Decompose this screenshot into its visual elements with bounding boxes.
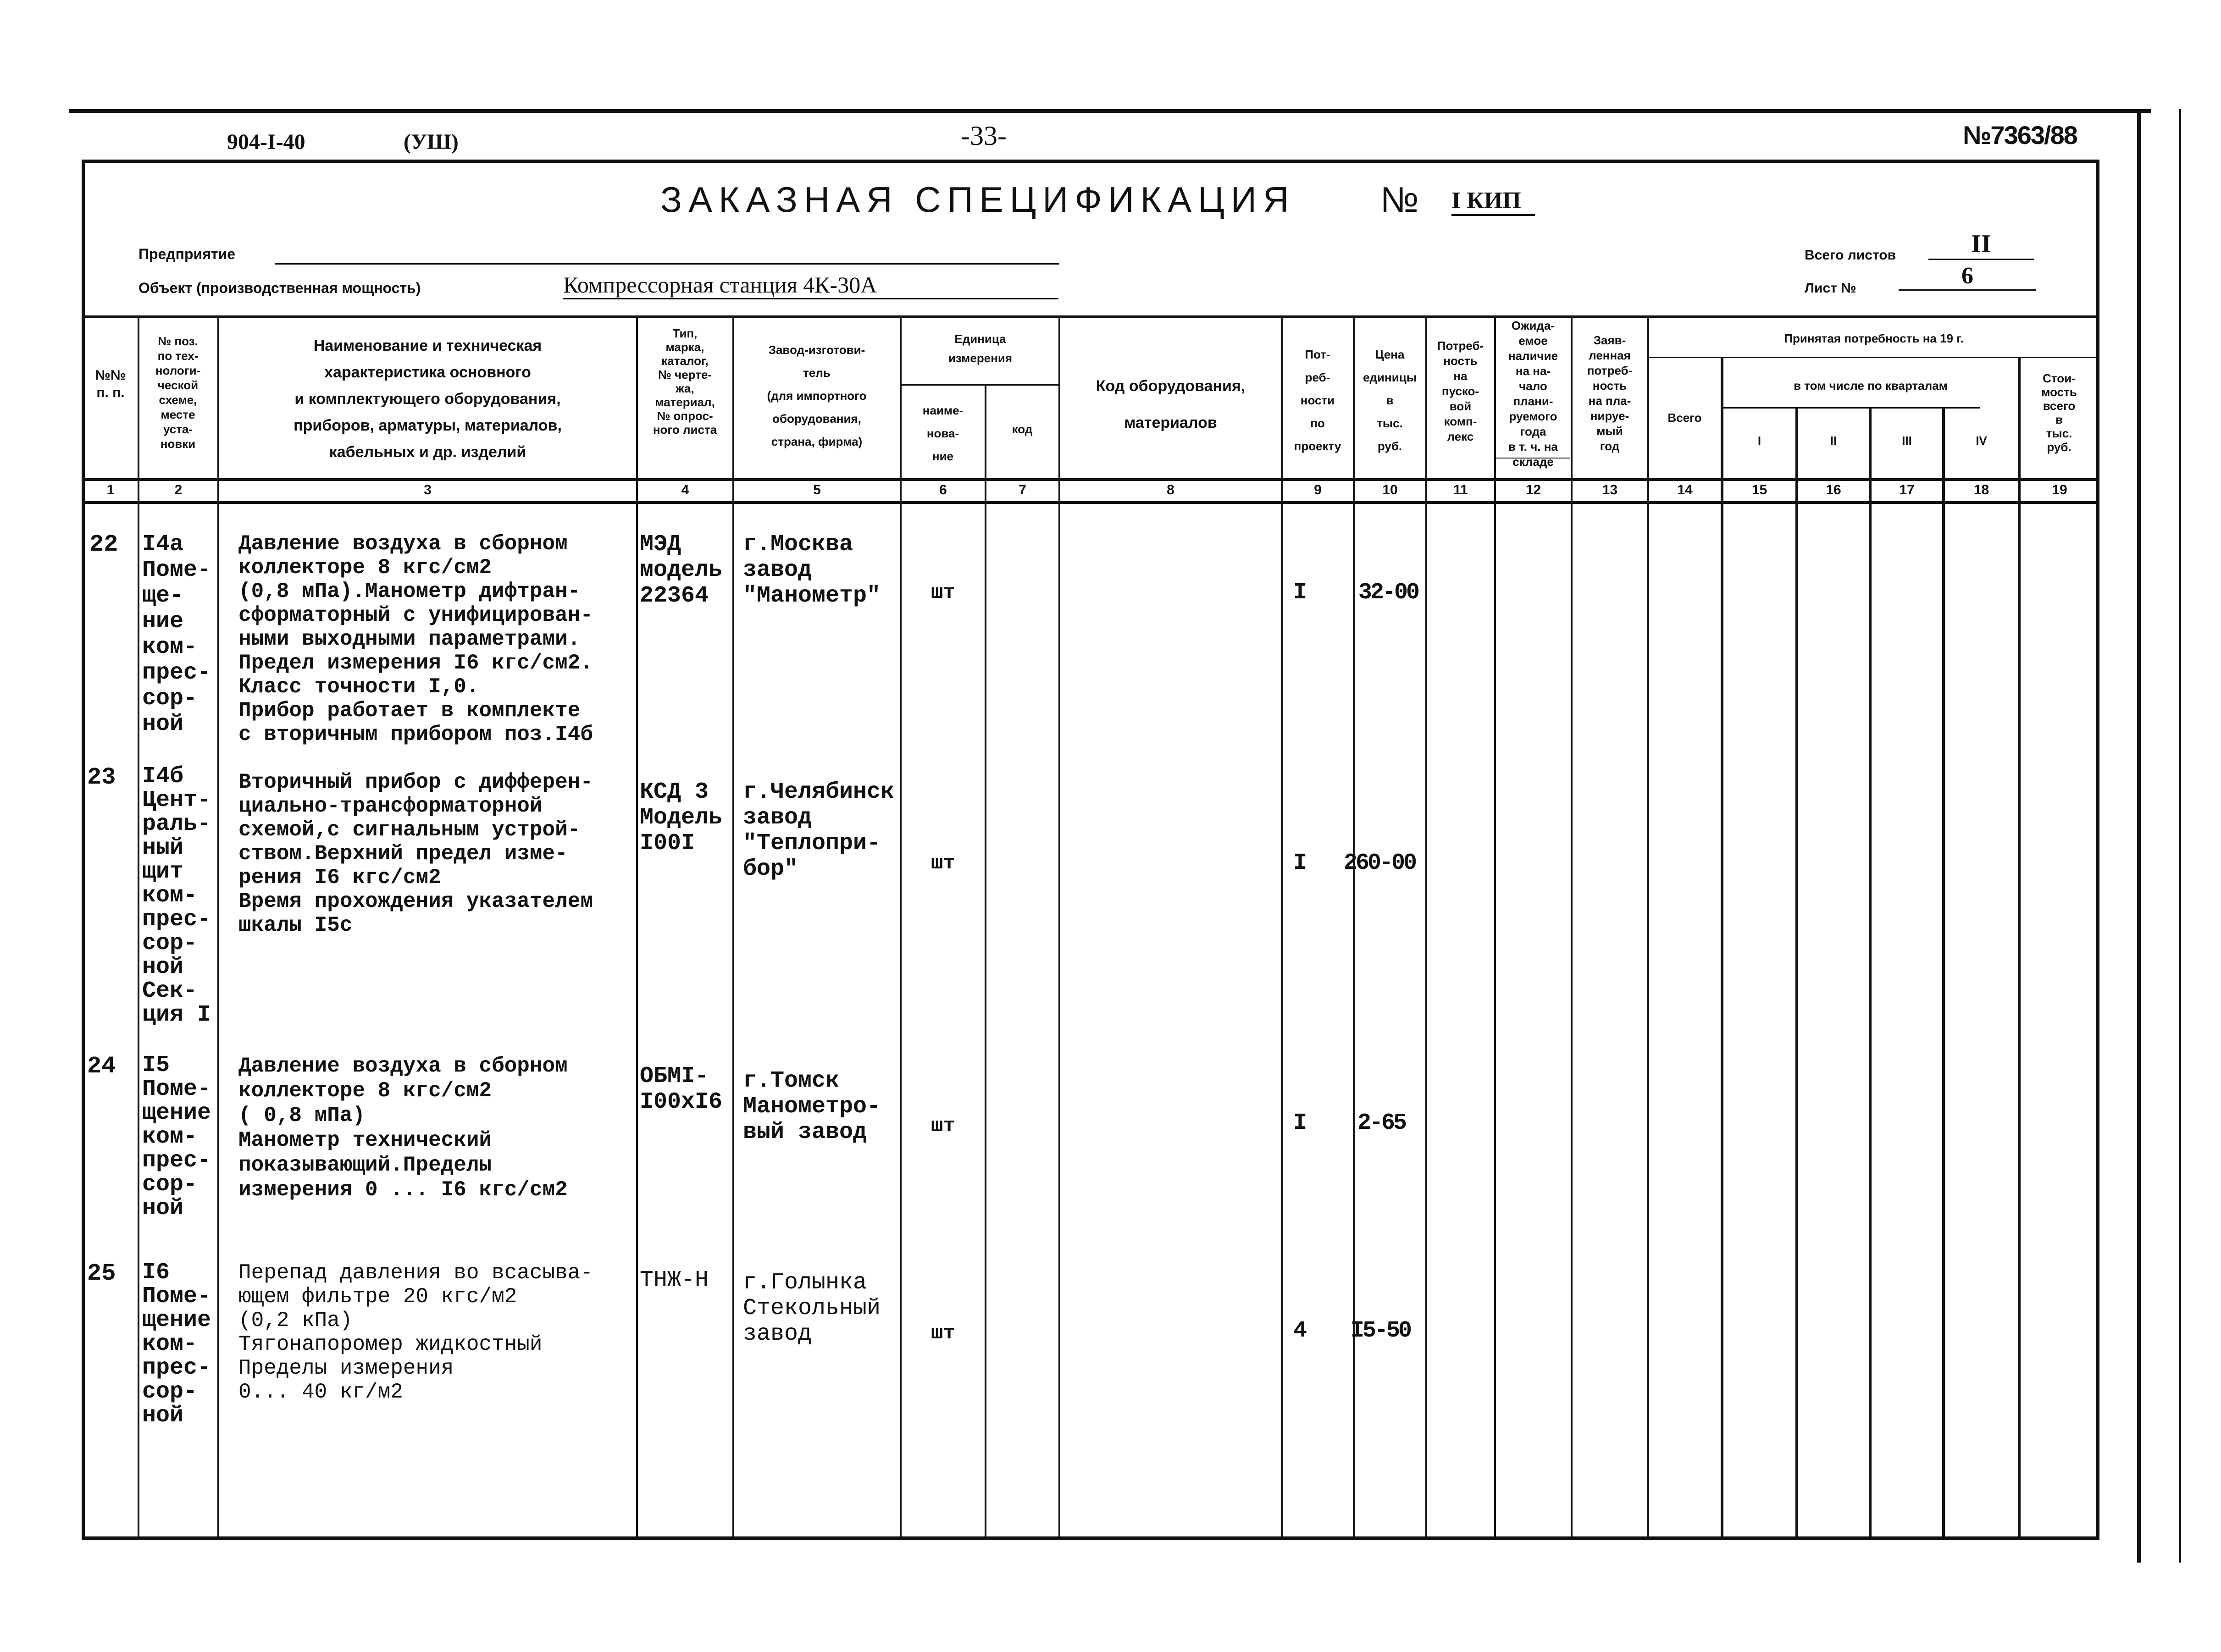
header-col-2: № поз. по тех- нологи- ческой схеме, месте уста- новки bbox=[155, 334, 201, 451]
col-number-7: 7 bbox=[1019, 482, 1026, 497]
col-line-16 bbox=[1869, 407, 1872, 1538]
object-value: Компрессорная станция 4К-30А bbox=[563, 271, 1058, 299]
header-col-12: Ожида- емое наличие на на- чало плани- руемого года в т. ч. на складе bbox=[1508, 319, 1558, 469]
col-line-8 bbox=[1281, 316, 1283, 1538]
col-number-2: 2 bbox=[174, 482, 183, 497]
spec-number: I КИП bbox=[1451, 187, 1535, 216]
row-23-unit: шт bbox=[931, 852, 955, 875]
col-number-3: 3 bbox=[424, 482, 432, 497]
col-line-10 bbox=[1425, 316, 1427, 1538]
col-line-17 bbox=[1942, 407, 1945, 1538]
row-25-qty: 4 bbox=[1293, 1318, 1307, 1344]
col-number-12: 12 bbox=[1525, 482, 1541, 497]
header-col-14-19: Принятая потребность на 19 г. bbox=[1784, 332, 1964, 345]
col-number-13: 13 bbox=[1602, 482, 1618, 497]
row-24-price: 2-65 bbox=[1357, 1110, 1406, 1136]
header-col-17: III bbox=[1902, 434, 1912, 448]
sheet-no-label: Лист № bbox=[1805, 281, 1856, 296]
sheets-total-label: Всего листов bbox=[1805, 248, 1896, 263]
header-col-18: IV bbox=[1976, 434, 1987, 448]
header-col-4: Тип, марка, каталог, № черте- жа, материал, № опрос- ного листа bbox=[653, 326, 717, 436]
spec-number-label: № bbox=[1380, 179, 1419, 220]
col-line-4 bbox=[732, 316, 734, 1538]
header-col-6-7: Единица измерения bbox=[948, 332, 1013, 365]
col-number-8: 8 bbox=[1167, 482, 1174, 497]
row-25-position: I6 Поме- щение ком- прес- сор- ной bbox=[142, 1260, 211, 1429]
sheets-total-value: II bbox=[1928, 229, 2034, 260]
header-col-13: Заяв- ленная потреб- ность на пла- нируе- мый год bbox=[1587, 333, 1633, 453]
col-line-6 bbox=[985, 384, 986, 1538]
row-24-qty: I bbox=[1293, 1110, 1307, 1136]
header-col-10: Цена единицы в тыс. руб. bbox=[1363, 348, 1417, 453]
header-col-3: Наименование и техническая характеристика основного и комплектующего оборудования, приборов, арматуры, материалов, кабельных и др. изделий bbox=[294, 337, 562, 461]
row-22-position: I4а Поме- ще- ние ком- прес- сор- ной bbox=[142, 531, 211, 737]
row-22-maker: г.Москва завод "Манометр" bbox=[743, 531, 881, 609]
row-24-type: ОБМI- I00хI6 bbox=[640, 1063, 723, 1115]
col-line-7 bbox=[1058, 316, 1060, 1538]
header-col-15: I bbox=[1757, 434, 1761, 448]
row-25-type: ТНЖ-Н bbox=[640, 1267, 709, 1293]
row-25-name: Перепад давления во всасыва- ющем фильтре 20 кгс/м2 (0,2 кПа) Тягонапоромер жидкостный Пределы измерения 0... 40 кг/м2 bbox=[238, 1261, 593, 1404]
header-col-7: код bbox=[1012, 422, 1033, 436]
col-line-9 bbox=[1353, 316, 1355, 1538]
col-line-3 bbox=[636, 316, 638, 1538]
col-number-10: 10 bbox=[1382, 482, 1398, 497]
row-24-name: Давление воздуха в сборном коллекторе 8 кгс/см2 ( 0,8 мПа) Манометр технический показывающий.Пределы измерения 0 ... I6 кгс/см2 bbox=[238, 1054, 568, 1202]
col-number-15: 15 bbox=[1751, 482, 1767, 497]
doc-code: 904-I-40 bbox=[227, 130, 305, 154]
col-line-2 bbox=[217, 316, 219, 1538]
row-23-type: КСД 3 Модель I00I bbox=[640, 779, 723, 856]
row-23-no: 23 bbox=[87, 764, 116, 791]
top-rule bbox=[69, 109, 2151, 113]
col-number-4: 4 bbox=[681, 482, 689, 497]
header-col-19: Стои- мость всего в тыс. руб. bbox=[2041, 371, 2077, 454]
header-col-1: №№ п. п. bbox=[95, 368, 126, 400]
bottom-rule bbox=[82, 1537, 2099, 1540]
col-line-13 bbox=[1647, 316, 1649, 1538]
row-24-no: 24 bbox=[87, 1053, 116, 1080]
right-edge-rule bbox=[2137, 109, 2141, 1563]
far-right-rule bbox=[2179, 109, 2181, 1563]
col-number-1: 1 bbox=[106, 482, 115, 497]
row-24-position: I5 Поме- щение ком- прес- сор- ной bbox=[142, 1052, 211, 1221]
row-22-name: Давление воздуха в сборном коллекторе 8 кгс/см2 (0,8 мПа).Манометр дифтран- сформаторный с унифицирован- ными выходными параметрами. Предел измерения I6 кгс/см2. Класс точности I,0. Прибор работает в комплекте с вторичным прибором поз.I4б bbox=[238, 532, 593, 746]
col-number-17: 17 bbox=[1899, 482, 1915, 497]
row-24-maker: г.Томск Манометро- вый завод bbox=[743, 1068, 881, 1145]
header-col-16: II bbox=[1830, 434, 1837, 448]
row-23-maker: г.Челябинск завод "Теплопри- бор" bbox=[743, 779, 895, 882]
row-23-name: Вторичный прибор с дифферен- циально-трансформаторной схемой,с сигнальным устрой- ством.Верхний предел изме- рения I6 кгс/см2 Время прохождения указателем шкалы I5с bbox=[238, 770, 593, 937]
col-line-12 bbox=[1571, 316, 1573, 1538]
header-col-14: Всего bbox=[1667, 411, 1702, 425]
enterprise-label: Предприятие bbox=[138, 246, 236, 262]
row-23-position: I4б Цент- раль- ный щит ком- прес- сор- ной Сек- ция I bbox=[142, 763, 211, 1028]
col-line-11 bbox=[1494, 316, 1496, 1538]
col-line-18 bbox=[2018, 357, 2021, 1538]
row-25-price: I5-50 bbox=[1351, 1318, 1411, 1344]
col-number-11: 11 bbox=[1453, 482, 1468, 497]
row-23-price: 260-00 bbox=[1344, 850, 1416, 876]
row-25-unit: шт bbox=[931, 1322, 955, 1345]
row-22-unit: шт bbox=[931, 581, 955, 604]
sheet-no-value: 6 bbox=[1899, 262, 2036, 291]
row-22-no: 22 bbox=[89, 531, 118, 558]
row-23-qty: I bbox=[1293, 850, 1307, 876]
col-number-9: 9 bbox=[1314, 482, 1322, 497]
header-col-6: наиме- нова- ние bbox=[922, 403, 964, 463]
row-24-unit: шт bbox=[931, 1115, 955, 1138]
col-number-16: 16 bbox=[1826, 482, 1841, 497]
row-25-no: 25 bbox=[87, 1260, 116, 1287]
col-number-14: 14 bbox=[1677, 482, 1693, 497]
header-col-5: Завод-изготови- тель (для импортного оборудования, страна, фирма) bbox=[767, 343, 867, 448]
header-col-8: Код оборудования, материалов bbox=[1096, 377, 1246, 431]
row-22-qty: I bbox=[1293, 580, 1307, 606]
spec-title: ЗАКАЗНАЯ СПЕЦИФИКАЦИЯ bbox=[660, 179, 1296, 220]
accepted-sub-rule bbox=[1647, 357, 2099, 358]
col-line-15 bbox=[1795, 407, 1798, 1538]
col-line-5 bbox=[900, 316, 902, 1538]
object-label: Объект (производственная мощность) bbox=[138, 280, 421, 296]
col-number-5: 5 bbox=[813, 482, 821, 497]
row-25-maker: г.Голынка Стекольный завод bbox=[743, 1270, 881, 1347]
archive-stamp: №7363/88 bbox=[1963, 121, 2077, 149]
quarters-sub-rule bbox=[1721, 407, 1980, 409]
header-col-11: Потреб- ность на пуско- вой комп- лекс bbox=[1437, 339, 1484, 443]
col-number-6: 6 bbox=[939, 482, 947, 497]
enterprise-field bbox=[275, 248, 1059, 265]
page-number: -33- bbox=[961, 121, 1007, 151]
row-22-price: 32-00 bbox=[1358, 580, 1418, 606]
header-top-rule bbox=[82, 315, 2099, 318]
header-col-9: Пот- реб- ности по проекту bbox=[1294, 348, 1341, 453]
col-line-14 bbox=[1721, 357, 1723, 1538]
col-number-18: 18 bbox=[1973, 482, 1989, 497]
col-number-19: 19 bbox=[2052, 482, 2067, 497]
header-col-15-18: в том числе по кварталам bbox=[1794, 379, 1948, 392]
volume-label: (УШ) bbox=[404, 130, 459, 154]
row-22-type: МЭД модель 22364 bbox=[640, 531, 723, 609]
unit-sub-rule bbox=[900, 384, 1059, 386]
col-line-1 bbox=[138, 316, 139, 1538]
